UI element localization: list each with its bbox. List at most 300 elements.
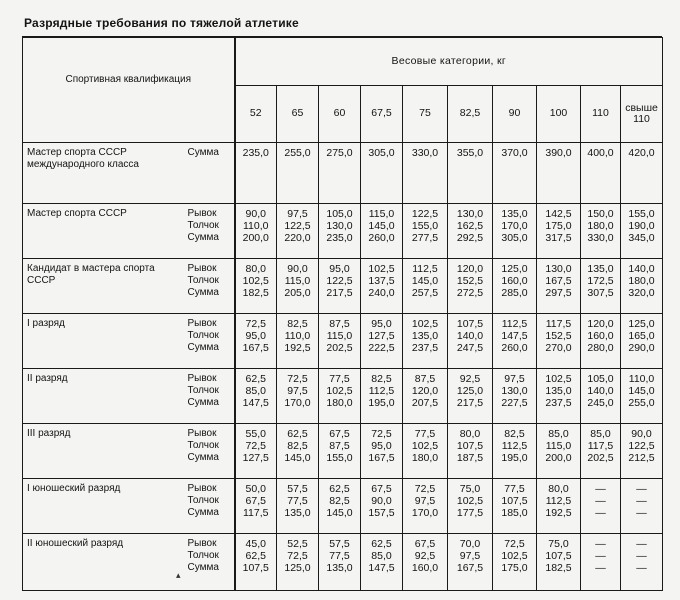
exercise-label: Рывок: [187, 538, 217, 549]
value: 290,0: [628, 342, 655, 354]
exercise-names: [185, 534, 235, 591]
value: 77,5: [329, 373, 350, 385]
value: 90,0: [245, 208, 266, 220]
value: 102,5: [242, 275, 269, 287]
value: 170,0: [411, 507, 439, 519]
value: 330,0: [587, 232, 614, 244]
value: 187,5: [456, 452, 484, 464]
value: 55,0: [245, 428, 266, 440]
value: 370,0: [501, 147, 528, 159]
value: 200,0: [242, 232, 269, 244]
value-cell: [319, 479, 361, 534]
weight-header: 100: [537, 85, 581, 142]
weight-header: 82,5: [448, 85, 493, 142]
value-cell: [448, 143, 493, 204]
value: 140,0: [587, 385, 614, 397]
value: 117,5: [587, 440, 614, 452]
value: 72,5: [287, 550, 308, 562]
value: 95,0: [371, 318, 392, 330]
value: 127,5: [242, 452, 269, 464]
value: 72,5: [245, 440, 266, 452]
value: 62,5: [245, 550, 266, 562]
value: 97,5: [287, 208, 308, 220]
value: 137,5: [368, 275, 395, 287]
value: 152,5: [545, 330, 572, 342]
value: 195,0: [368, 397, 395, 409]
value-cell: [581, 369, 621, 424]
value-cell: [621, 479, 663, 534]
value: 172,5: [587, 275, 614, 287]
value: 125,0: [456, 385, 484, 397]
value: 95,0: [245, 330, 266, 342]
value: 70,0: [459, 538, 481, 550]
value: 80,0: [459, 428, 481, 440]
value: 200,0: [545, 452, 572, 464]
value: 152,5: [456, 275, 484, 287]
value: 110,0: [284, 330, 311, 342]
weight-header: 90: [493, 85, 537, 142]
value: 75,0: [459, 483, 481, 495]
value: 50,0: [245, 483, 266, 495]
value-cell: [319, 534, 361, 591]
value: 135,0: [326, 562, 353, 574]
value: 297,5: [545, 287, 572, 299]
rank-row: [23, 259, 663, 314]
weight-header: 75: [403, 85, 448, 142]
value: 162,5: [456, 220, 484, 232]
rank-row: [23, 204, 663, 259]
value: 82,5: [287, 440, 308, 452]
exercise-label: Сумма: [187, 232, 219, 243]
scan-mark: ▴: [176, 570, 181, 580]
value: 77,5: [287, 495, 308, 507]
exercise-names: [185, 314, 235, 369]
value: 77,5: [329, 550, 350, 562]
value-cell: [403, 143, 448, 204]
value-cell: [235, 424, 277, 479]
value: 170,0: [501, 220, 528, 232]
weight-header: свыше 110: [621, 85, 663, 142]
exercise-label: Рывок: [187, 483, 217, 494]
value: 72,5: [371, 428, 392, 440]
value: 97,5: [287, 385, 308, 397]
exercise-label: Сумма: [187, 452, 219, 463]
value-cell: [403, 479, 448, 534]
rank-row: [23, 534, 663, 591]
value: 227,5: [501, 397, 528, 409]
value: 87,5: [414, 373, 436, 385]
value: 182,5: [545, 562, 572, 574]
exercise-label: Сумма: [187, 287, 219, 298]
value: 155,0: [326, 452, 353, 464]
value: 237,5: [411, 342, 439, 354]
value: 237,5: [545, 397, 572, 409]
value-cell: [621, 259, 663, 314]
value: 400,0: [587, 147, 614, 159]
value-cell: [319, 314, 361, 369]
value-cell: [581, 479, 621, 534]
value-cell: [493, 534, 537, 591]
exercise-names: [185, 479, 235, 534]
value: —: [636, 495, 647, 507]
value: 160,0: [587, 330, 614, 342]
value-cell: [361, 424, 403, 479]
value: 125,0: [501, 263, 528, 275]
value-cell: [319, 204, 361, 259]
value: 72,5: [414, 483, 436, 495]
value-cell: [621, 314, 663, 369]
value: 330,0: [411, 147, 439, 159]
value-cell: [537, 259, 581, 314]
exercise-label: Толчок: [187, 385, 219, 396]
value: 87,5: [329, 318, 350, 330]
value: 72,5: [245, 318, 266, 330]
value: 67,5: [414, 538, 436, 550]
value-cell: [361, 479, 403, 534]
value: 280,0: [587, 342, 614, 354]
value: 135,0: [284, 507, 311, 519]
rank-name: I разряд: [23, 314, 185, 369]
value: 180,0: [411, 452, 439, 464]
qualification-header: Спортивная квалификация: [23, 38, 235, 143]
value-cell: [235, 204, 277, 259]
value: 67,5: [329, 428, 350, 440]
exercise-label: Сумма: [187, 562, 219, 573]
value: 175,0: [501, 562, 528, 574]
value: 307,5: [587, 287, 614, 299]
exercise-label: Толчок: [187, 330, 219, 341]
value: 117,5: [243, 507, 269, 519]
value: 110,0: [243, 220, 269, 232]
value: 122,5: [284, 220, 311, 232]
value: 195,0: [501, 452, 528, 464]
value-cell: [319, 259, 361, 314]
exercise-label: Толчок: [187, 495, 219, 506]
value-cell: [448, 204, 493, 259]
value: 177,5: [456, 507, 484, 519]
value: 102,5: [501, 550, 528, 562]
value: 57,5: [329, 538, 350, 550]
value: 92,5: [414, 550, 436, 562]
value-cell: [235, 479, 277, 534]
value-cell: [448, 479, 493, 534]
value-cell: [448, 424, 493, 479]
value: 102,5: [368, 263, 395, 275]
value: 145,0: [284, 452, 311, 464]
value: 305,0: [368, 147, 395, 159]
value-cell: [448, 314, 493, 369]
value-cell: [621, 204, 663, 259]
value-cell: [403, 314, 448, 369]
value: 102,5: [456, 495, 484, 507]
value: —: [636, 538, 647, 550]
value: 112,5: [412, 263, 438, 275]
value: 85,0: [371, 550, 392, 562]
value: 72,5: [504, 538, 525, 550]
rank-row: [23, 479, 663, 534]
value: 107,5: [242, 562, 269, 574]
value: 115,0: [368, 208, 395, 220]
value-cell: [537, 314, 581, 369]
value: 115,0: [326, 330, 353, 342]
value: 87,5: [329, 440, 350, 452]
value: 147,5: [242, 397, 269, 409]
value: 90,0: [287, 263, 308, 275]
value: 390,0: [545, 147, 572, 159]
ranks-body: [23, 143, 663, 591]
value: 147,5: [501, 330, 528, 342]
value: 127,5: [368, 330, 395, 342]
rank-row: [23, 369, 663, 424]
value: 62,5: [287, 428, 308, 440]
value: 95,0: [329, 263, 350, 275]
value-cell: [581, 259, 621, 314]
weight-header: 52: [235, 85, 277, 142]
exercise-names: [185, 259, 235, 314]
value: 245,0: [587, 397, 614, 409]
value: 97,5: [504, 373, 525, 385]
value: 190,0: [628, 220, 655, 232]
value-cell: [361, 204, 403, 259]
value: 255,0: [284, 147, 311, 159]
rank-row: [23, 314, 663, 369]
value: 145,0: [368, 220, 395, 232]
value: 167,5: [368, 452, 395, 464]
value-cell: [277, 314, 319, 369]
value: 125,0: [284, 562, 311, 574]
value: 355,0: [456, 147, 484, 159]
exercise-label: Сумма: [187, 397, 219, 408]
value: 107,5: [456, 440, 484, 452]
value: 192,5: [545, 507, 572, 519]
value: 120,0: [411, 385, 439, 397]
value: 120,0: [587, 318, 614, 330]
value: 117,5: [545, 318, 572, 330]
value-cell: [537, 424, 581, 479]
value-cell: [403, 424, 448, 479]
value: —: [595, 495, 606, 507]
value: 277,5: [411, 232, 439, 244]
exercise-label: Толчок: [187, 220, 219, 231]
exercise-label: Сумма: [187, 507, 219, 518]
value: 82,5: [287, 318, 308, 330]
value: 107,5: [501, 495, 528, 507]
value-cell: [319, 424, 361, 479]
value: 112,5: [368, 385, 395, 397]
value: 255,0: [628, 397, 655, 409]
value-cell: [537, 534, 581, 591]
value: 112,5: [501, 440, 528, 452]
rank-name: II разряд: [23, 369, 185, 424]
value-cell: [448, 369, 493, 424]
value: 90,0: [371, 495, 392, 507]
value-cell: [493, 204, 537, 259]
value: 202,5: [587, 452, 614, 464]
value: 135,0: [587, 263, 614, 275]
rank-row: [23, 424, 663, 479]
value-cell: [621, 369, 663, 424]
value: 102,5: [411, 440, 439, 452]
value-cell: [277, 534, 319, 591]
value: 202,5: [326, 342, 353, 354]
value-cell: [403, 534, 448, 591]
value: 112,5: [545, 495, 572, 507]
value: 77,5: [504, 483, 525, 495]
exercise-label: Рывок: [187, 208, 217, 219]
value: 115,0: [284, 275, 311, 287]
value: 52,5: [287, 538, 308, 550]
value: 85,0: [548, 428, 569, 440]
value: 102,5: [545, 373, 572, 385]
value-cell: [581, 204, 621, 259]
value: 167,5: [545, 275, 572, 287]
value: 112,5: [501, 318, 528, 330]
value-cell: [537, 204, 581, 259]
value: 82,5: [329, 495, 350, 507]
value-cell: [621, 424, 663, 479]
value: 62,5: [245, 373, 266, 385]
value: —: [636, 483, 647, 495]
value: 207,5: [411, 397, 439, 409]
value-cell: [581, 143, 621, 204]
table-title: Разрядные требования по тяжелой атлетике: [24, 16, 299, 30]
exercise-label: Рывок: [187, 428, 217, 439]
weight-header: 60: [319, 85, 361, 142]
value: 155,0: [411, 220, 439, 232]
weight-header: 67,5: [361, 85, 403, 142]
value-cell: [493, 424, 537, 479]
value: 247,5: [456, 342, 484, 354]
weight-header: 65: [277, 85, 319, 142]
exercise-names: [185, 204, 235, 259]
value: 285,0: [501, 287, 528, 299]
rank-name: Кандидат в мастера спорта СССР: [23, 259, 185, 314]
exercise-label: Толчок: [187, 440, 219, 451]
value: 147,5: [368, 562, 395, 574]
value: 180,0: [587, 220, 614, 232]
value: 122,5: [326, 275, 353, 287]
value: 192,5: [284, 342, 311, 354]
value-cell: [493, 143, 537, 204]
value: 130,0: [545, 263, 572, 275]
requirements-table: [22, 37, 663, 591]
value: 120,0: [456, 263, 484, 275]
value-cell: [448, 534, 493, 591]
value-cell: [277, 259, 319, 314]
value: 260,0: [501, 342, 528, 354]
value-cell: [277, 369, 319, 424]
value-cell: [581, 534, 621, 591]
value-cell: [361, 259, 403, 314]
value: 67,5: [245, 495, 266, 507]
value: 125,0: [628, 318, 655, 330]
rank-row: [23, 143, 663, 204]
value: 85,0: [590, 428, 611, 440]
value: 80,0: [245, 263, 266, 275]
value: 205,0: [284, 287, 311, 299]
value: 275,0: [326, 147, 353, 159]
value-cell: [235, 534, 277, 591]
value: 165,0: [628, 330, 655, 342]
value: 85,0: [245, 385, 266, 397]
value: 175,0: [545, 220, 572, 232]
value: 145,0: [326, 507, 353, 519]
value: 115,0: [545, 440, 572, 452]
value: —: [595, 562, 606, 574]
value-cell: [235, 369, 277, 424]
value: 92,5: [459, 373, 481, 385]
value: —: [636, 550, 647, 562]
value-cell: [537, 479, 581, 534]
rank-name: III разряд: [23, 424, 185, 479]
value: 67,5: [371, 483, 392, 495]
value-cell: [277, 143, 319, 204]
value: —: [595, 507, 606, 519]
exercise-names: [185, 369, 235, 424]
value: —: [595, 550, 606, 562]
value-cell: [277, 424, 319, 479]
value: 185,0: [501, 507, 528, 519]
value: 145,0: [411, 275, 439, 287]
value-cell: [493, 479, 537, 534]
value-cell: [361, 143, 403, 204]
value: 212,5: [628, 452, 655, 464]
value: 167,5: [456, 562, 484, 574]
value: 235,0: [326, 232, 353, 244]
value-cell: [277, 204, 319, 259]
value: 62,5: [329, 483, 350, 495]
value: 122,5: [628, 440, 655, 452]
exercise-label: Толчок: [187, 275, 219, 286]
exercise-label: Рывок: [187, 318, 217, 329]
value: 240,0: [368, 287, 395, 299]
value: 142,5: [545, 208, 572, 220]
value: 62,5: [371, 538, 392, 550]
exercise-names: [185, 424, 235, 479]
value: —: [595, 483, 606, 495]
value-cell: [319, 369, 361, 424]
value: 102,5: [326, 385, 353, 397]
value-cell: [581, 424, 621, 479]
value: 145,0: [628, 385, 655, 397]
value-cell: [403, 259, 448, 314]
exercise-label: Рывок: [187, 263, 217, 274]
value: 90,0: [631, 428, 652, 440]
value: 77,5: [414, 428, 436, 440]
value: 222,5: [368, 342, 395, 354]
weight-categories-header: Весовые категории, кг: [235, 38, 663, 86]
value: 180,0: [326, 397, 353, 409]
value: 160,0: [501, 275, 528, 287]
value: 110,0: [628, 373, 655, 385]
value-cell: [235, 314, 277, 369]
value: 272,5: [456, 287, 484, 299]
value: 135,0: [545, 385, 572, 397]
value: 75,0: [548, 538, 569, 550]
value: 182,5: [242, 287, 269, 299]
rank-name: I юношеский разряд: [23, 479, 185, 534]
value: 105,0: [587, 373, 614, 385]
value-cell: [319, 143, 361, 204]
value: 130,0: [456, 208, 484, 220]
value: 107,5: [545, 550, 572, 562]
value: 257,5: [411, 287, 439, 299]
value: 107,5: [456, 318, 484, 330]
exercise-label: Сумма: [187, 147, 219, 158]
value: 217,5: [456, 397, 484, 409]
value: —: [636, 507, 647, 519]
value: 157,5: [368, 507, 395, 519]
